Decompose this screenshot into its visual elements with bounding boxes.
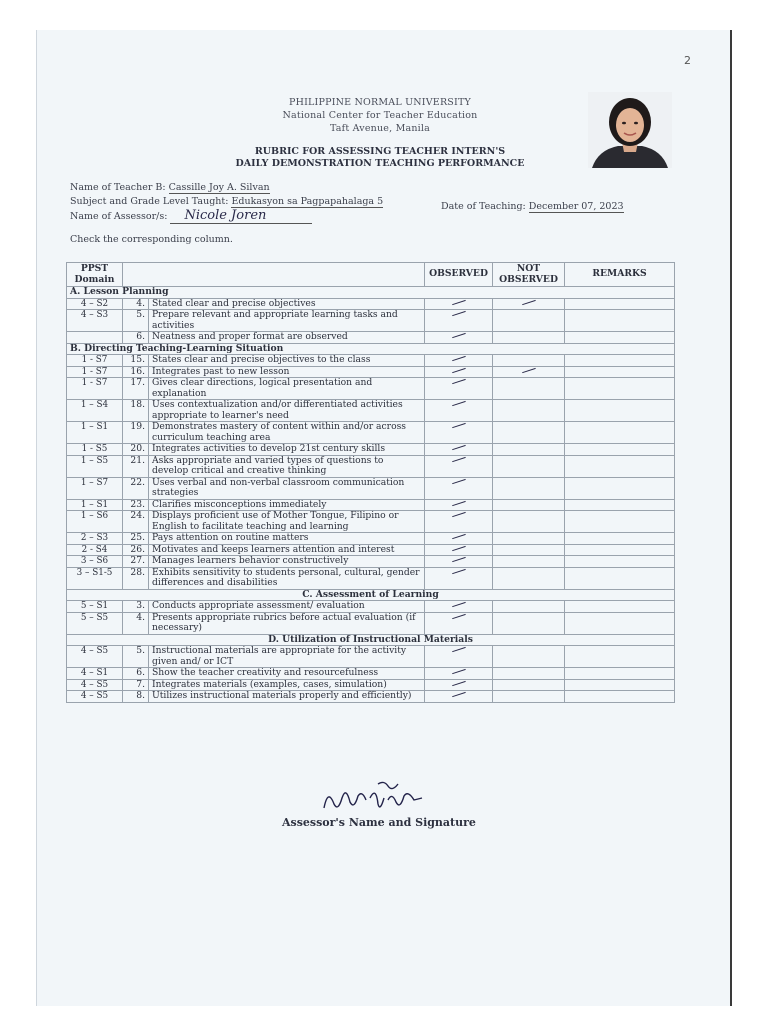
item-number-cell: 21. — [123, 455, 149, 477]
table-row — [67, 533, 675, 545]
observed-cell[interactable] — [425, 310, 493, 332]
item-number-cell: 6. — [123, 668, 149, 680]
item-number-cell: 20. — [123, 444, 149, 456]
item-text-cell: Integrates materials (examples, cases, simulation) — [149, 679, 425, 691]
table-row — [67, 668, 675, 680]
item-text-cell: Asks appropriate and varied types of questions to develop critical and creative thinking — [149, 455, 425, 477]
item-text-cell: Exhibits sensitivity to students personal, cultural, gender differences and disabilities — [149, 567, 425, 589]
observed-cell[interactable] — [425, 366, 493, 378]
not-observed-cell[interactable] — [493, 499, 565, 511]
remarks-cell[interactable] — [565, 668, 675, 680]
table-row — [67, 679, 675, 691]
ppst-domain-cell: 2 – S3 — [67, 533, 123, 545]
remarks-cell[interactable] — [565, 499, 675, 511]
item-text-cell: Integrates activities to develop 21st century skills — [149, 444, 425, 456]
item-text-cell: Uses verbal and non-verbal classroom communication strategies — [149, 477, 425, 499]
item-text-cell: Uses contextualization and/or differentiated activities appropriate to learner's need — [149, 400, 425, 422]
remarks-cell[interactable] — [565, 400, 675, 422]
observed-cell[interactable] — [425, 400, 493, 422]
check-mark-icon — [452, 311, 466, 317]
item-text-cell: States clear and precise objectives to the class — [149, 355, 425, 367]
observed-cell[interactable] — [425, 444, 493, 456]
observed-cell[interactable] — [425, 544, 493, 556]
ppst-domain-cell: 1 – S4 — [67, 400, 123, 422]
check-mark-icon — [522, 368, 536, 374]
teacher-name-line: Name of Teacher B: Cassille Joy A. Silvan — [70, 182, 270, 193]
remarks-cell[interactable] — [565, 646, 675, 668]
ppst-domain-cell: 2 - S4 — [67, 544, 123, 556]
item-text-cell: Demonstrates mastery of content within and/or across curriculum teaching area — [149, 422, 425, 444]
not-observed-cell[interactable] — [493, 366, 565, 378]
date-value: December 07, 2023 — [528, 201, 624, 212]
table-row — [67, 332, 675, 344]
item-text-cell: Stated clear and precise objectives — [149, 298, 425, 310]
not-observed-cell[interactable] — [493, 533, 565, 545]
check-mark-icon — [522, 300, 536, 306]
teacher-name: Cassille Joy A. Silvan — [168, 182, 270, 193]
check-mark-icon — [452, 669, 466, 675]
observed-cell[interactable] — [425, 556, 493, 568]
remarks-cell[interactable] — [565, 544, 675, 556]
item-number-cell: 15. — [123, 355, 149, 367]
subject-line: Subject and Grade Level Taught: Edukasyon sa Pagpapahalaga 5 — [70, 196, 384, 207]
item-text-cell: Utilizes instructional materials properly and efficiently) — [149, 691, 425, 703]
instruction-text: Check the corresponding column. — [70, 234, 233, 245]
observed-cell[interactable] — [425, 533, 493, 545]
check-mark-icon — [452, 512, 466, 518]
page-number: 2 — [684, 54, 691, 67]
table-row — [67, 567, 675, 589]
not-observed-cell[interactable] — [493, 646, 565, 668]
item-number-cell: 4. — [123, 612, 149, 634]
check-mark-icon — [452, 457, 466, 463]
remarks-cell[interactable] — [565, 366, 675, 378]
table-row — [67, 511, 675, 533]
item-number-cell: 26. — [123, 544, 149, 556]
check-mark-icon — [452, 368, 466, 374]
item-number-cell: 24. — [123, 511, 149, 533]
ppst-domain-cell: 1 – S7 — [67, 477, 123, 499]
table-row — [67, 378, 675, 400]
ppst-domain-cell: 4 – S5 — [67, 679, 123, 691]
ppst-domain-cell: 1 - S7 — [67, 378, 123, 400]
item-text-cell: Show the teacher creativity and resourcefulness — [149, 668, 425, 680]
remarks-cell[interactable] — [565, 612, 675, 634]
check-mark-icon — [452, 445, 466, 451]
check-mark-icon — [452, 602, 466, 608]
observed-cell[interactable] — [425, 668, 493, 680]
section-c-row: C. Assessment of Learning — [67, 589, 675, 601]
ppst-domain-cell: 1 - S5 — [67, 444, 123, 456]
not-observed-cell[interactable] — [493, 332, 565, 344]
table-row — [67, 298, 675, 310]
item-text-cell: Instructional materials are appropriate for the activity given and/ or ICT — [149, 646, 425, 668]
not-observed-cell[interactable] — [493, 691, 565, 703]
item-text-cell: Prepare relevant and appropriate learning tasks and activities — [149, 310, 425, 332]
center-name: National Center for Teacher Education — [282, 110, 478, 121]
item-text-cell: Gives clear directions, logical presentation and explanation — [149, 378, 425, 400]
item-text-cell: Motivates and keeps learners attention and interest — [149, 544, 425, 556]
ppst-domain-cell: 4 – S2 — [67, 298, 123, 310]
not-observed-cell[interactable] — [493, 400, 565, 422]
remarks-cell[interactable] — [565, 355, 675, 367]
check-mark-icon — [452, 647, 466, 653]
remarks-cell[interactable] — [565, 455, 675, 477]
header-remarks: REMARKS — [565, 263, 675, 287]
table-header-row — [67, 263, 675, 287]
item-text-cell: Presents appropriate rubrics before actual evaluation (if necessary) — [149, 612, 425, 634]
item-number-cell: 16. — [123, 366, 149, 378]
subject-value: Edukasyon sa Pagpapahalaga 5 — [231, 196, 384, 207]
ppst-domain-cell: 1 - S7 — [67, 366, 123, 378]
item-number-cell: 25. — [123, 533, 149, 545]
page-edge — [730, 30, 732, 1006]
table-row — [67, 455, 675, 477]
document-title: RUBRIC FOR ASSESSING TEACHER INTERN'S DAILY DEMONSTRATION TEACHING PERFORMANCE — [235, 146, 525, 169]
section-a-body — [67, 298, 675, 343]
not-observed-cell[interactable] — [493, 668, 565, 680]
ppst-domain-cell: 3 – S6 — [67, 556, 123, 568]
observed-cell[interactable] — [425, 455, 493, 477]
ppst-domain-cell: 1 – S1 — [67, 499, 123, 511]
check-mark-icon — [452, 569, 466, 575]
rubric-table — [66, 262, 675, 703]
ppst-domain-cell: 4 – S3 — [67, 310, 123, 332]
ppst-domain-cell: 5 – S1 — [67, 601, 123, 613]
table-row — [67, 477, 675, 499]
check-mark-icon — [452, 681, 466, 687]
not-observed-cell[interactable] — [493, 567, 565, 589]
ppst-domain-cell: 1 – S6 — [67, 511, 123, 533]
section-d-row: D. Utilization of Instructional Materials — [67, 634, 675, 646]
remarks-cell[interactable] — [565, 332, 675, 344]
item-number-cell: 5. — [123, 646, 149, 668]
observed-cell[interactable] — [425, 612, 493, 634]
not-observed-cell[interactable] — [493, 455, 565, 477]
assessor-handwritten-name: Nicole Joren — [170, 208, 312, 224]
not-observed-cell[interactable] — [493, 355, 565, 367]
section-b-row: B. Directing Teaching-Learning Situation — [67, 343, 675, 355]
observed-cell[interactable] — [425, 499, 493, 511]
item-text-cell: Manages learners behavior constructively — [149, 556, 425, 568]
not-observed-cell[interactable] — [493, 601, 565, 613]
ppst-domain-cell: 1 - S7 — [67, 355, 123, 367]
section-a-row: A. Lesson Planning — [67, 287, 675, 299]
not-observed-cell[interactable] — [493, 477, 565, 499]
remarks-cell[interactable] — [565, 298, 675, 310]
item-text-cell: Displays proficient use of Mother Tongue, Filipino or English to facilitate teaching and learning — [149, 511, 425, 533]
check-mark-icon — [452, 692, 466, 698]
remarks-cell[interactable] — [565, 679, 675, 691]
remarks-cell[interactable] — [565, 422, 675, 444]
item-number-cell: 8. — [123, 691, 149, 703]
item-number-cell: 27. — [123, 556, 149, 568]
not-observed-cell[interactable] — [493, 378, 565, 400]
remarks-cell[interactable] — [565, 556, 675, 568]
item-number-cell: 17. — [123, 378, 149, 400]
check-mark-icon — [452, 401, 466, 407]
table-row — [67, 646, 675, 668]
section-d-body — [67, 646, 675, 703]
not-observed-cell[interactable] — [493, 544, 565, 556]
assessor-line: Name of Assessor/s: Nicole Joren — [70, 208, 312, 224]
item-number-cell: 6. — [123, 332, 149, 344]
check-mark-icon — [452, 333, 466, 339]
table-row — [67, 556, 675, 568]
item-text-cell: Clarifies misconceptions immediately — [149, 499, 425, 511]
table-row — [67, 499, 675, 511]
check-mark-icon — [452, 546, 466, 552]
date-line: Date of Teaching: December 07, 2023 — [441, 201, 624, 212]
header-domain: PPST Domain — [67, 263, 123, 287]
not-observed-cell[interactable] — [493, 444, 565, 456]
item-number-cell: 3. — [123, 601, 149, 613]
remarks-cell[interactable] — [565, 444, 675, 456]
item-text-cell: Integrates past to new lesson — [149, 366, 425, 378]
not-observed-cell[interactable] — [493, 511, 565, 533]
table-row — [67, 422, 675, 444]
assessor-signature — [318, 778, 436, 818]
observed-cell[interactable] — [425, 378, 493, 400]
table-row — [67, 310, 675, 332]
observed-cell[interactable] — [425, 422, 493, 444]
university-name: PHILIPPINE NORMAL UNIVERSITY — [289, 97, 471, 108]
table-row — [67, 366, 675, 378]
table-row — [67, 612, 675, 634]
observed-cell[interactable] — [425, 567, 493, 589]
teacher-photo — [588, 92, 672, 168]
check-mark-icon — [452, 557, 466, 563]
check-mark-icon — [452, 501, 466, 507]
remarks-cell[interactable] — [565, 310, 675, 332]
header-observed: OBSERVED — [425, 263, 493, 287]
observed-cell[interactable] — [425, 477, 493, 499]
university-header — [240, 96, 520, 135]
item-number-cell: 22. — [123, 477, 149, 499]
item-number-cell: 23. — [123, 499, 149, 511]
assessor-signature-label: Assessor's Name and Signature — [282, 816, 476, 829]
table-row — [67, 355, 675, 367]
observed-cell[interactable] — [425, 511, 493, 533]
observed-cell[interactable] — [425, 691, 493, 703]
table-row — [67, 544, 675, 556]
item-number-cell: 18. — [123, 400, 149, 422]
remarks-cell[interactable] — [565, 533, 675, 545]
not-observed-cell[interactable] — [493, 556, 565, 568]
check-mark-icon — [452, 379, 466, 385]
ppst-domain-cell: 4 – S5 — [67, 646, 123, 668]
check-mark-icon — [452, 479, 466, 485]
item-number-cell: 4. — [123, 298, 149, 310]
observed-cell[interactable] — [425, 355, 493, 367]
check-mark-icon — [452, 614, 466, 620]
table-row — [67, 601, 675, 613]
ppst-domain-cell: 1 – S1 — [67, 422, 123, 444]
observed-cell[interactable] — [425, 646, 493, 668]
ppst-domain-cell: 5 – S5 — [67, 612, 123, 634]
item-text-cell: Pays attention on routine matters — [149, 533, 425, 545]
section-c-body — [67, 601, 675, 635]
ppst-domain-cell: 3 – S1-5 — [67, 567, 123, 589]
item-number-cell: 7. — [123, 679, 149, 691]
not-observed-cell[interactable] — [493, 310, 565, 332]
ppst-domain-cell: 1 – S5 — [67, 455, 123, 477]
item-text-cell: Conducts appropriate assessment/ evaluation — [149, 601, 425, 613]
item-number-cell: 5. — [123, 310, 149, 332]
header-not-observed: NOT OBSERVED — [493, 263, 565, 287]
remarks-cell[interactable] — [565, 511, 675, 533]
section-b-body — [67, 355, 675, 590]
check-mark-icon — [452, 534, 466, 540]
observed-cell[interactable] — [425, 332, 493, 344]
item-text-cell: Neatness and proper format are observed — [149, 332, 425, 344]
not-observed-cell[interactable] — [493, 679, 565, 691]
ppst-domain-cell: 4 – S5 — [67, 691, 123, 703]
table-row — [67, 400, 675, 422]
table-row — [67, 691, 675, 703]
ppst-domain-cell: 4 – S1 — [67, 668, 123, 680]
not-observed-cell[interactable] — [493, 298, 565, 310]
table-row — [67, 444, 675, 456]
observed-cell[interactable] — [425, 679, 493, 691]
observed-cell[interactable] — [425, 298, 493, 310]
remarks-cell[interactable] — [565, 567, 675, 589]
ppst-domain-cell — [67, 332, 123, 344]
observed-cell[interactable] — [425, 601, 493, 613]
check-mark-icon — [452, 356, 466, 362]
remarks-cell[interactable] — [565, 378, 675, 400]
address: Taft Avenue, Manila — [329, 123, 431, 134]
remarks-cell[interactable] — [565, 477, 675, 499]
not-observed-cell[interactable] — [493, 612, 565, 634]
check-mark-icon — [452, 423, 466, 429]
item-number-cell: 28. — [123, 567, 149, 589]
remarks-cell[interactable] — [565, 691, 675, 703]
remarks-cell[interactable] — [565, 601, 675, 613]
item-number-cell: 19. — [123, 422, 149, 444]
check-mark-icon — [452, 300, 466, 306]
not-observed-cell[interactable] — [493, 422, 565, 444]
